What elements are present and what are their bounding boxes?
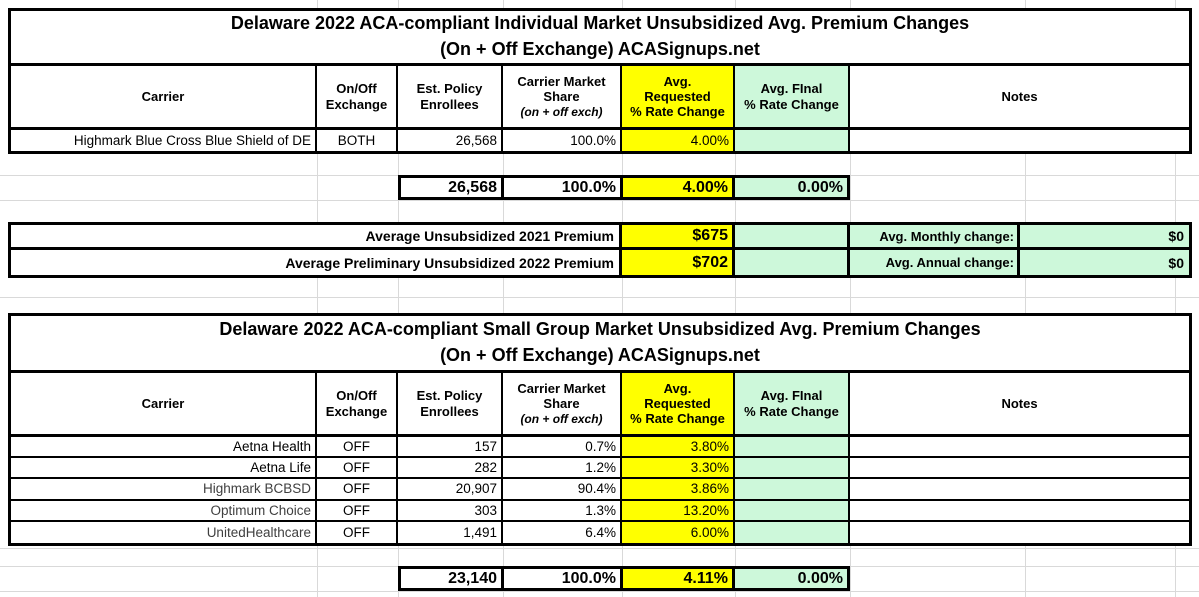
final-rate-cell[interactable] [735,437,850,456]
enrollees-cell[interactable]: 157 [398,437,503,456]
header-market-share-note: (on + off exch) [520,104,603,119]
table-row [11,130,1189,151]
notes-cell[interactable] [850,130,1189,151]
final-rate-cell[interactable] [735,130,850,151]
individual-market-table [8,8,1192,154]
annual-change-value[interactable]: $0 [1020,250,1189,275]
title-line-1: Delaware 2022 ACA-compliant Small Group Market Unsubsidized Avg. Premium Changes [219,319,981,340]
header-exchange: On/Off Exchange [317,66,398,127]
table-row [11,437,1189,458]
table-row [11,522,1189,543]
total-market-share[interactable]: 100.0% [504,178,623,197]
small-group-market-table [8,313,1192,546]
individual-header-row [11,66,1189,130]
header-requested-rate: Avg. Requested % Rate Change [622,66,735,127]
requested-rate-cell[interactable]: 4.00% [622,130,735,151]
header-final-rate: Avg. FInal % Rate Change [735,66,850,127]
monthly-change-label: Avg. Monthly change: [850,225,1020,247]
header-notes: Notes [1001,395,1038,411]
requested-rate-cell[interactable]: 3.30% [622,458,735,477]
header-carrier: Carrier [11,66,317,127]
final-rate-cell[interactable] [735,458,850,477]
gridline-horizontal [0,591,1199,592]
final-rate-cell[interactable] [735,501,850,520]
carrier-cell[interactable]: Aetna Health [11,437,317,456]
enrollees-cell[interactable]: 1,491 [398,522,503,543]
individual-totals-row [398,175,850,200]
market-share-cell[interactable]: 1.2% [503,458,622,477]
total-market-share[interactable]: 100.0% [504,569,623,588]
header-enrollees: Est. Policy Enrollees [398,66,503,127]
carrier-cell[interactable]: Highmark BCBSD [11,479,317,498]
small-group-totals-row [398,566,850,591]
enrollees-cell[interactable]: 282 [398,458,503,477]
premium-2021-label: Average Unsubsidized 2021 Premium [11,225,622,247]
exchange-cell[interactable]: OFF [317,437,398,456]
premium-2022-row [11,250,1189,275]
premium-2021-row [11,225,1189,250]
premium-2021-value[interactable]: $675 [622,225,735,247]
premium-summary-box [8,222,1192,278]
total-final-rate[interactable]: 0.00% [735,178,847,197]
notes-cell[interactable] [850,522,1189,543]
requested-rate-cell[interactable]: 13.20% [622,501,735,520]
notes-cell[interactable] [850,501,1189,520]
header-enrollees: Est. Policy Enrollees [398,373,503,434]
exchange-cell[interactable]: OFF [317,522,398,543]
header-notes: Notes [1001,88,1038,104]
market-share-cell[interactable]: 90.4% [503,479,622,498]
premium-2021-spacer[interactable] [735,225,850,247]
requested-rate-cell[interactable]: 6.00% [622,522,735,543]
premium-2022-spacer[interactable] [735,250,850,275]
total-enrollees[interactable]: 23,140 [401,569,504,588]
carrier-cell[interactable]: Highmark Blue Cross Blue Shield of DE [11,130,317,151]
enrollees-cell[interactable]: 20,907 [398,479,503,498]
total-requested-rate[interactable]: 4.00% [623,178,735,197]
title-line-2: (On + Off Exchange) ACASignups.net [440,39,760,59]
exchange-cell[interactable]: OFF [317,501,398,520]
final-rate-cell[interactable] [735,522,850,543]
title-line-2: (On + Off Exchange) ACASignups.net [440,345,760,365]
notes-cell[interactable] [850,479,1189,498]
table-row [11,458,1189,479]
gridline-horizontal [0,200,1199,201]
market-share-cell[interactable]: 0.7% [503,437,622,456]
gridline-horizontal [0,297,1199,298]
enrollees-cell[interactable]: 26,568 [398,130,503,151]
monthly-change-value[interactable]: $0 [1020,225,1189,247]
header-exchange: On/Off Exchange [317,373,398,434]
final-rate-cell[interactable] [735,479,850,498]
header-carrier: Carrier [11,373,317,434]
premium-2022-label: Average Preliminary Unsubsidized 2022 Premium [11,250,622,275]
market-share-cell[interactable]: 6.4% [503,522,622,543]
header-market-share: Carrier Market Share (on + off exch) [503,66,622,127]
carrier-cell[interactable]: UnitedHealthcare [11,522,317,543]
header-requested-rate: Avg. Requested % Rate Change [622,373,735,434]
market-share-cell[interactable]: 100.0% [503,130,622,151]
exchange-cell[interactable]: OFF [317,479,398,498]
total-enrollees[interactable]: 26,568 [401,178,504,197]
annual-change-label: Avg. Annual change: [850,250,1020,275]
small-group-header-row [11,373,1189,437]
gridline-horizontal [0,548,1199,549]
carrier-cell[interactable]: Optimum Choice [11,501,317,520]
total-final-rate[interactable]: 0.00% [735,569,847,588]
header-final-rate: Avg. FInal % Rate Change [735,373,850,434]
market-share-cell[interactable]: 1.3% [503,501,622,520]
table-row [11,501,1189,522]
total-requested-rate[interactable]: 4.11% [623,569,735,588]
title-line-1: Delaware 2022 ACA-compliant Individual Market Unsubsidized Avg. Premium Changes [230,13,970,34]
carrier-cell[interactable]: Aetna Life [11,458,317,477]
individual-market-title [11,11,1189,66]
exchange-cell[interactable]: BOTH [317,130,398,151]
requested-rate-cell[interactable]: 3.80% [622,437,735,456]
header-market-share-note: (on + off exch) [520,411,603,426]
small-group-title [11,316,1189,373]
header-market-share: Carrier Market Share (on + off exch) [503,373,622,434]
enrollees-cell[interactable]: 303 [398,501,503,520]
exchange-cell[interactable]: OFF [317,458,398,477]
requested-rate-cell[interactable]: 3.86% [622,479,735,498]
premium-2022-value[interactable]: $702 [622,250,735,275]
notes-cell[interactable] [850,458,1189,477]
notes-cell[interactable] [850,437,1189,456]
table-row [11,479,1189,500]
